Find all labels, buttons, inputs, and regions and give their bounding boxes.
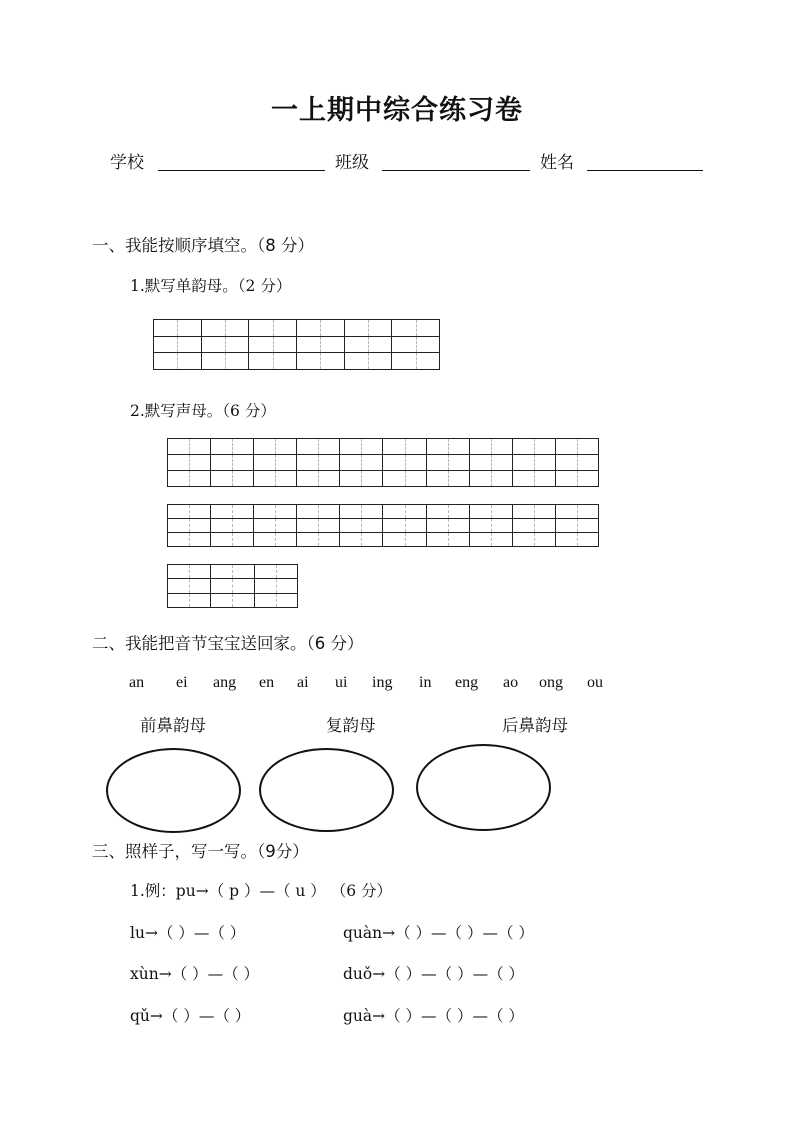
writing-cell[interactable] bbox=[555, 455, 598, 471]
writing-cell[interactable] bbox=[154, 353, 202, 370]
writing-cell[interactable] bbox=[297, 519, 340, 533]
writing-cell[interactable] bbox=[211, 533, 254, 547]
writing-cell[interactable] bbox=[254, 455, 297, 471]
question-1-2: 2.默写声母。（6 分） bbox=[130, 402, 276, 420]
writing-cell[interactable] bbox=[383, 505, 426, 519]
writing-cell[interactable] bbox=[168, 439, 211, 455]
writing-cell[interactable] bbox=[340, 455, 383, 471]
writing-cell[interactable] bbox=[168, 533, 211, 547]
writing-cell[interactable] bbox=[211, 565, 254, 579]
section-1-heading: 一、我能按顺序填空。（8 分） bbox=[92, 236, 314, 255]
writing-cell[interactable] bbox=[340, 471, 383, 487]
category-back-nasal: 后鼻韵母 bbox=[502, 716, 568, 735]
writing-cell[interactable] bbox=[168, 593, 211, 607]
writing-cell[interactable] bbox=[426, 455, 469, 471]
writing-cell[interactable] bbox=[296, 320, 344, 337]
syllable: an bbox=[129, 674, 145, 691]
writing-cell[interactable] bbox=[254, 439, 297, 455]
writing-cell[interactable] bbox=[168, 519, 211, 533]
school-blank[interactable] bbox=[158, 150, 325, 171]
writing-cell[interactable] bbox=[168, 505, 211, 519]
writing-cell[interactable] bbox=[426, 519, 469, 533]
writing-cell[interactable] bbox=[555, 519, 598, 533]
writing-cell[interactable] bbox=[469, 455, 512, 471]
writing-cell[interactable] bbox=[512, 533, 555, 547]
writing-cell[interactable] bbox=[168, 455, 211, 471]
writing-cell[interactable] bbox=[383, 455, 426, 471]
answer-oval-front-nasal[interactable] bbox=[106, 748, 241, 833]
writing-cell[interactable] bbox=[296, 336, 344, 353]
writing-cell[interactable] bbox=[426, 505, 469, 519]
writing-cell[interactable] bbox=[296, 353, 344, 370]
category-compound: 复韵母 bbox=[326, 716, 376, 735]
name-label: 姓名 bbox=[540, 153, 574, 173]
class-blank[interactable] bbox=[382, 150, 530, 171]
section-2-heading: 二、我能把音节宝宝送回家。（6 分） bbox=[92, 634, 364, 653]
name-blank[interactable] bbox=[587, 150, 703, 171]
answer-oval-back-nasal[interactable] bbox=[416, 744, 551, 831]
single-finals-grid[interactable] bbox=[153, 319, 440, 370]
syllable: en bbox=[259, 674, 275, 691]
syllable: ao bbox=[503, 674, 519, 691]
syllable: ing bbox=[372, 674, 393, 691]
writing-cell[interactable] bbox=[254, 593, 297, 607]
writing-cell[interactable] bbox=[426, 533, 469, 547]
writing-cell[interactable] bbox=[211, 471, 254, 487]
writing-cell[interactable] bbox=[168, 579, 211, 593]
writing-cell[interactable] bbox=[201, 336, 249, 353]
writing-cell[interactable] bbox=[254, 519, 297, 533]
writing-cell[interactable] bbox=[297, 455, 340, 471]
exercise-left[interactable]: xùn→（ ）—（ ） bbox=[130, 965, 260, 983]
writing-cell[interactable] bbox=[168, 565, 211, 579]
writing-cell[interactable] bbox=[211, 455, 254, 471]
initials-grid-row-1[interactable] bbox=[167, 438, 599, 487]
writing-cell[interactable] bbox=[344, 336, 392, 353]
writing-cell[interactable] bbox=[340, 533, 383, 547]
writing-cell[interactable] bbox=[383, 519, 426, 533]
exercise-right[interactable]: guà→（ ）—（ ）—（ ） bbox=[343, 1007, 524, 1025]
writing-cell[interactable] bbox=[469, 519, 512, 533]
writing-cell[interactable] bbox=[201, 320, 249, 337]
writing-cell[interactable] bbox=[469, 439, 512, 455]
writing-cell[interactable] bbox=[254, 471, 297, 487]
writing-cell[interactable] bbox=[555, 439, 598, 455]
school-label: 学校 bbox=[110, 153, 144, 173]
writing-cell[interactable] bbox=[469, 471, 512, 487]
writing-cell[interactable] bbox=[297, 505, 340, 519]
exercise-left[interactable]: qǔ→（ ）—（ ） bbox=[130, 1007, 251, 1025]
writing-cell[interactable] bbox=[254, 579, 297, 593]
writing-cell[interactable] bbox=[201, 353, 249, 370]
writing-cell[interactable] bbox=[168, 471, 211, 487]
writing-cell[interactable] bbox=[555, 471, 598, 487]
writing-cell[interactable] bbox=[392, 353, 440, 370]
initials-grid-row-2[interactable] bbox=[167, 504, 599, 547]
syllable: in bbox=[419, 674, 432, 691]
writing-cell[interactable] bbox=[254, 505, 297, 519]
syllable: ei bbox=[176, 674, 188, 691]
writing-cell[interactable] bbox=[254, 565, 297, 579]
initials-grid-row-3[interactable] bbox=[167, 564, 298, 608]
writing-cell[interactable] bbox=[512, 519, 555, 533]
writing-cell[interactable] bbox=[297, 471, 340, 487]
syllable: eng bbox=[455, 674, 479, 691]
writing-cell[interactable] bbox=[512, 471, 555, 487]
syllable: ou bbox=[587, 674, 603, 691]
writing-cell[interactable] bbox=[392, 336, 440, 353]
writing-cell[interactable] bbox=[211, 439, 254, 455]
exercise-left[interactable]: lu→（ ）—（ ） bbox=[130, 924, 246, 942]
writing-cell[interactable] bbox=[383, 439, 426, 455]
writing-cell[interactable] bbox=[383, 533, 426, 547]
writing-cell[interactable] bbox=[392, 320, 440, 337]
writing-cell[interactable] bbox=[154, 320, 202, 337]
writing-cell[interactable] bbox=[340, 519, 383, 533]
writing-cell[interactable] bbox=[249, 353, 297, 370]
writing-cell[interactable] bbox=[344, 353, 392, 370]
syllable: ang bbox=[213, 674, 237, 691]
writing-cell[interactable] bbox=[297, 439, 340, 455]
writing-cell[interactable] bbox=[211, 505, 254, 519]
writing-cell[interactable] bbox=[211, 519, 254, 533]
question-1-1: 1.默写单韵母。（2 分） bbox=[130, 277, 292, 295]
writing-cell[interactable] bbox=[555, 533, 598, 547]
writing-cell[interactable] bbox=[297, 533, 340, 547]
class-label: 班级 bbox=[335, 153, 369, 173]
exercise-right[interactable]: duǒ→（ ）—（ ）—（ ） bbox=[343, 965, 525, 983]
writing-cell[interactable] bbox=[383, 471, 426, 487]
answer-oval-compound[interactable] bbox=[259, 748, 394, 832]
syllable: ui bbox=[335, 674, 348, 691]
writing-cell[interactable] bbox=[469, 533, 512, 547]
exercise-right[interactable]: quàn→（ ）—（ ）—（ ） bbox=[343, 924, 534, 942]
writing-cell[interactable] bbox=[154, 336, 202, 353]
syllable: ong bbox=[539, 674, 563, 691]
writing-cell[interactable] bbox=[555, 505, 598, 519]
writing-cell[interactable] bbox=[340, 439, 383, 455]
writing-cell[interactable] bbox=[426, 439, 469, 455]
page-title: 一上期中综合练习卷 bbox=[271, 95, 523, 126]
writing-cell[interactable] bbox=[344, 320, 392, 337]
writing-cell[interactable] bbox=[512, 455, 555, 471]
writing-cell[interactable] bbox=[340, 505, 383, 519]
section-3-heading: 三、照样子，写一写。（9分） bbox=[92, 842, 309, 861]
example-line: 1.例：pu→（ p ）—（ u ） （6 分） bbox=[130, 882, 393, 900]
writing-cell[interactable] bbox=[512, 439, 555, 455]
writing-cell[interactable] bbox=[426, 471, 469, 487]
writing-cell[interactable] bbox=[249, 320, 297, 337]
writing-cell[interactable] bbox=[254, 533, 297, 547]
writing-cell[interactable] bbox=[211, 579, 254, 593]
writing-cell[interactable] bbox=[469, 505, 512, 519]
writing-cell[interactable] bbox=[211, 593, 254, 607]
writing-cell[interactable] bbox=[512, 505, 555, 519]
writing-cell[interactable] bbox=[249, 336, 297, 353]
syllable: ai bbox=[297, 674, 309, 691]
category-front-nasal: 前鼻韵母 bbox=[140, 716, 206, 735]
